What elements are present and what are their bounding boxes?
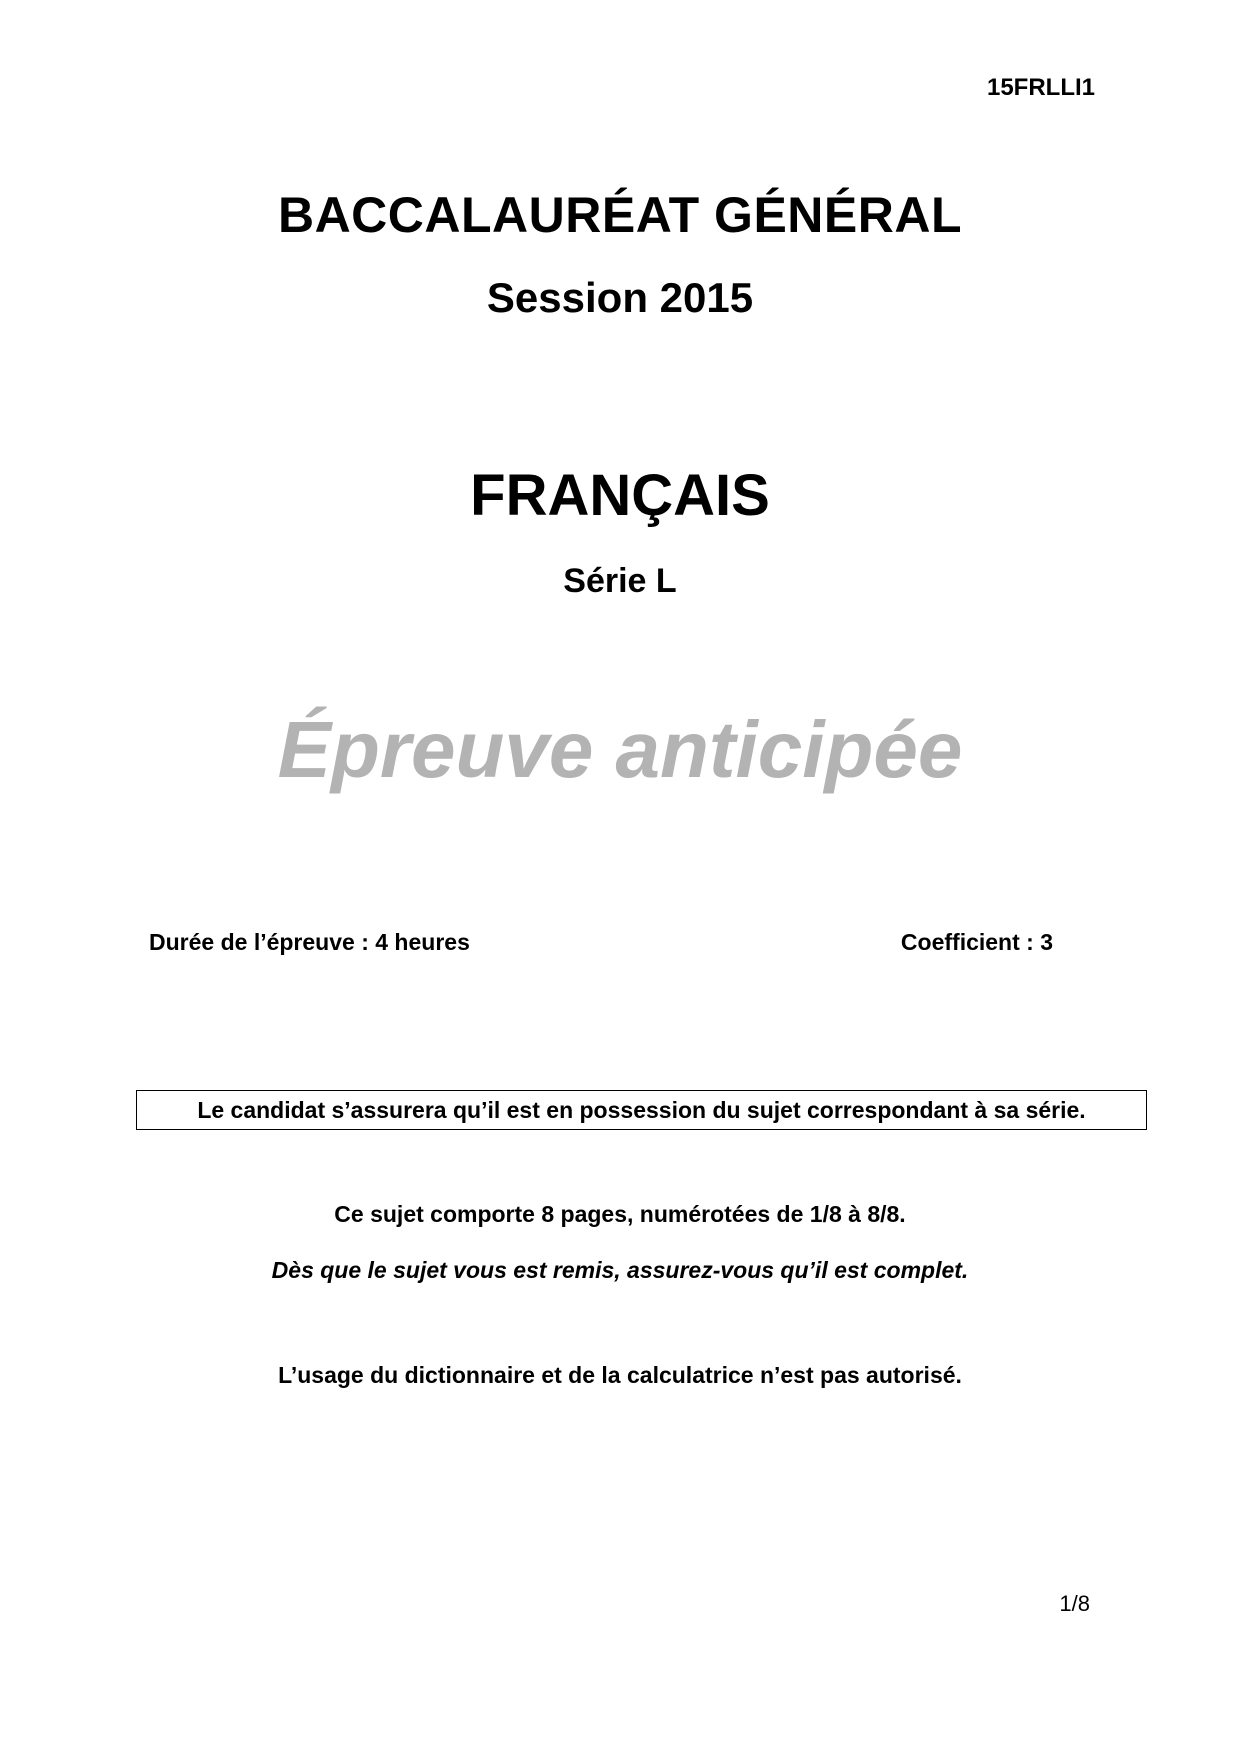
coefficient-label: Coefficient : 3 (900, 929, 1053, 955)
notice-text: Le candidat s’assurera qu’il est en possession du sujet correspondant à sa série. (197, 1096, 1086, 1123)
completeness-instruction: Dès que le sujet vous est remis, assurez-vous qu’il est complet. (271, 1257, 969, 1283)
exam-title: BACCALAURÉAT GÉNÉRAL (277, 187, 963, 243)
session-label: Session 2015 (486, 274, 754, 321)
subject-title: FRANÇAIS (470, 463, 770, 528)
page-number: 1/8 (1059, 1591, 1090, 1616)
serie-label: Série L (563, 562, 677, 600)
epreuve-label: Épreuve anticipée (277, 705, 963, 794)
duration-label: Durée de l’épreuve : 4 heures (149, 929, 470, 955)
page-count-instruction: Ce sujet comporte 8 pages, numérotées de 1/8 à 8/8. (334, 1201, 906, 1227)
notice-box (136, 1090, 1147, 1130)
usage-instruction: L’usage du dictionnaire et de la calculatrice n’est pas autorisé. (278, 1362, 962, 1388)
document-code: 15FRLLI1 (986, 74, 1095, 101)
